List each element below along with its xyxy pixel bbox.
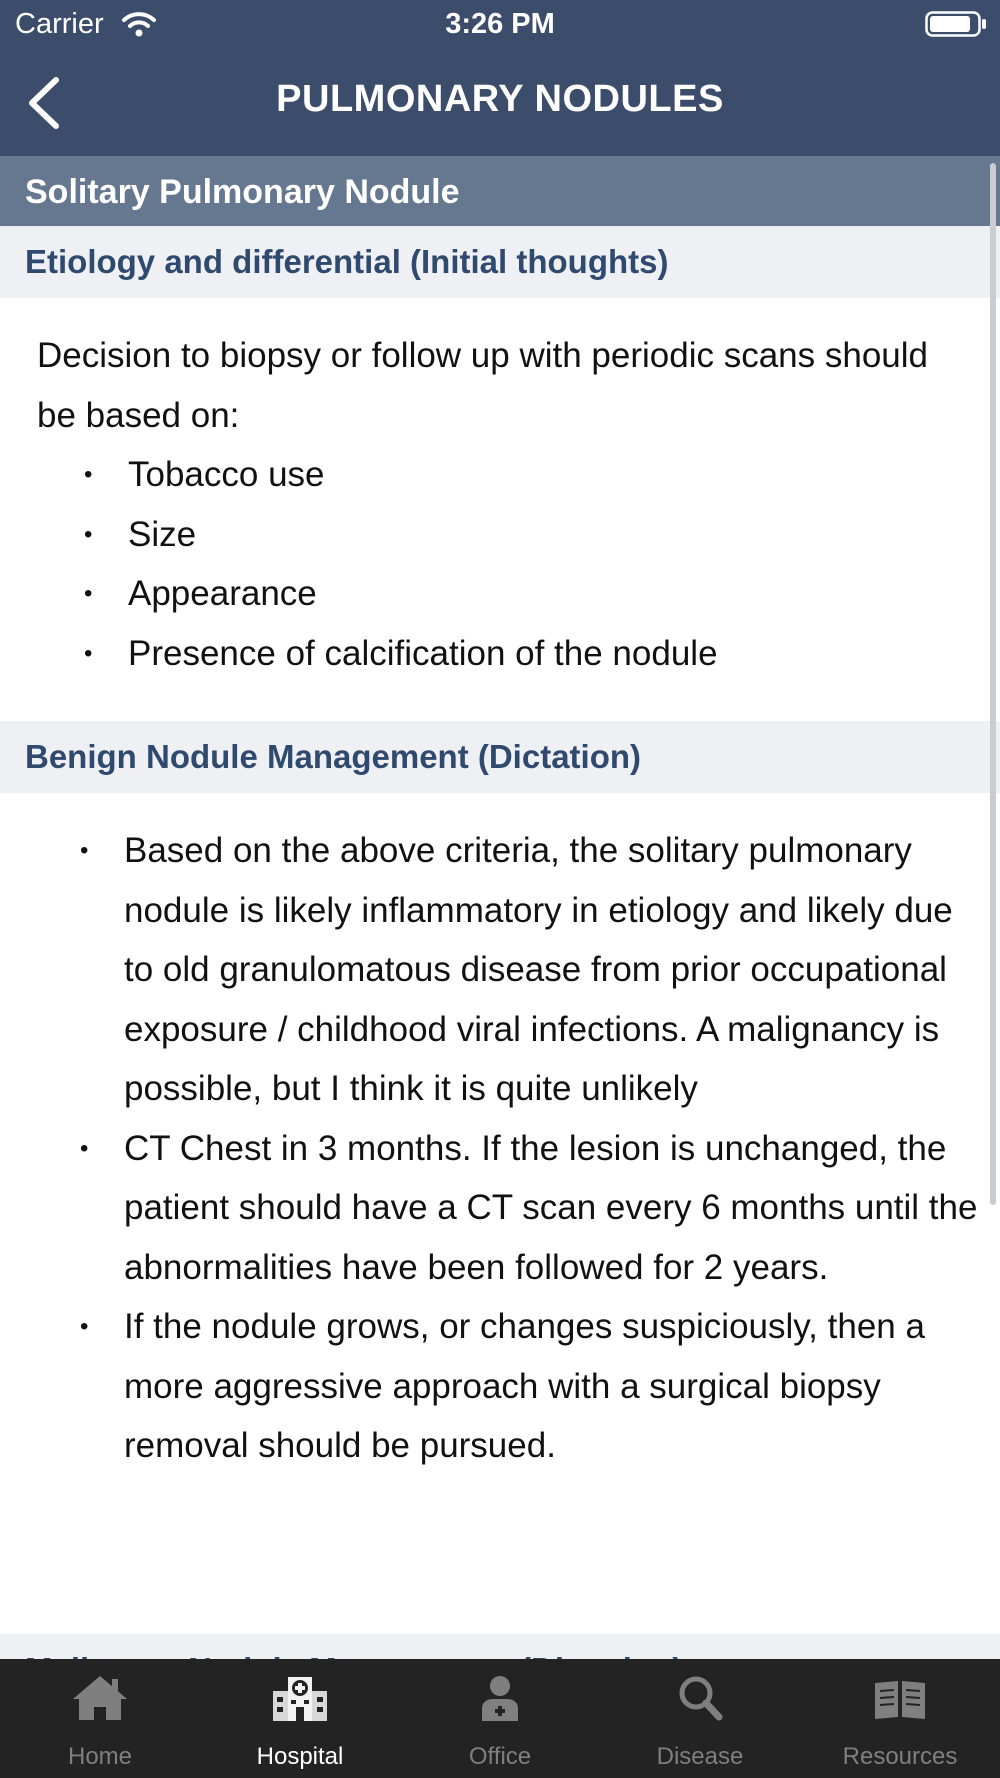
tab-hospital[interactable] — [200, 1659, 400, 1778]
list-item: • Tobacco use — [128, 445, 978, 505]
list-item: • CT Chest in 3 months. If the lesion is unchanged, the patient should have a CT scan every 6 months until the abnormalities have been followed for 2 years. — [124, 1119, 986, 1298]
list-item: • Appearance — [128, 564, 978, 624]
tab-label: Office — [468, 1743, 532, 1770]
etiology-subheader: Etiology and differential (Initial thoughts) — [0, 226, 1000, 298]
etiology-intro: Decision to biopsy or follow up with periodic scans should be based on: — [37, 336, 929, 435]
list-item: • Presence of calcification of the nodule — [128, 624, 978, 684]
tab-bar — [0, 1659, 1000, 1778]
tab-label: Disease — [656, 1743, 744, 1770]
list-item: • Size — [128, 505, 978, 565]
home-icon — [70, 1673, 130, 1723]
tab-label: Hospital — [256, 1743, 344, 1770]
carrier-label: Carrier — [15, 8, 104, 40]
scroll-indicator[interactable] — [990, 163, 996, 1205]
search-icon — [670, 1673, 730, 1723]
etiology-list — [128, 445, 978, 683]
benign-list — [124, 821, 986, 1476]
page-title: PULMONARY NODULES — [276, 78, 724, 120]
content-scroll-area[interactable] — [0, 156, 1000, 1659]
tab-resources[interactable] — [800, 1659, 1000, 1778]
tab-home[interactable] — [0, 1659, 200, 1778]
status-time: 3:26 PM — [445, 8, 555, 40]
benign-subheader: Benign Nodule Management (Dictation) — [0, 721, 1000, 793]
hospital-icon — [270, 1673, 330, 1723]
list-item: • If the nodule grows, or changes suspiciously, then a more aggressive approach with a surgical biopsy removal should be pursued. — [124, 1297, 986, 1476]
book-icon — [870, 1673, 930, 1723]
section-header: Solitary Pulmonary Nodule — [0, 156, 1000, 226]
tab-disease[interactable] — [600, 1659, 800, 1778]
tab-label: Resources — [842, 1743, 958, 1770]
status-bar — [0, 0, 1000, 50]
office-icon — [470, 1673, 530, 1723]
tab-label: Home — [67, 1743, 133, 1770]
navigation-header — [0, 0, 1000, 156]
list-item: • Based on the above criteria, the solitary pulmonary nodule is likely inflammatory in etiology and likely due to old granulomatous disease from prior occupational exposure / childhood viral infections. A malignancy is possible, but I think it is quite unlikely — [124, 821, 986, 1119]
battery-icon — [925, 11, 987, 37]
tab-office[interactable] — [400, 1659, 600, 1778]
